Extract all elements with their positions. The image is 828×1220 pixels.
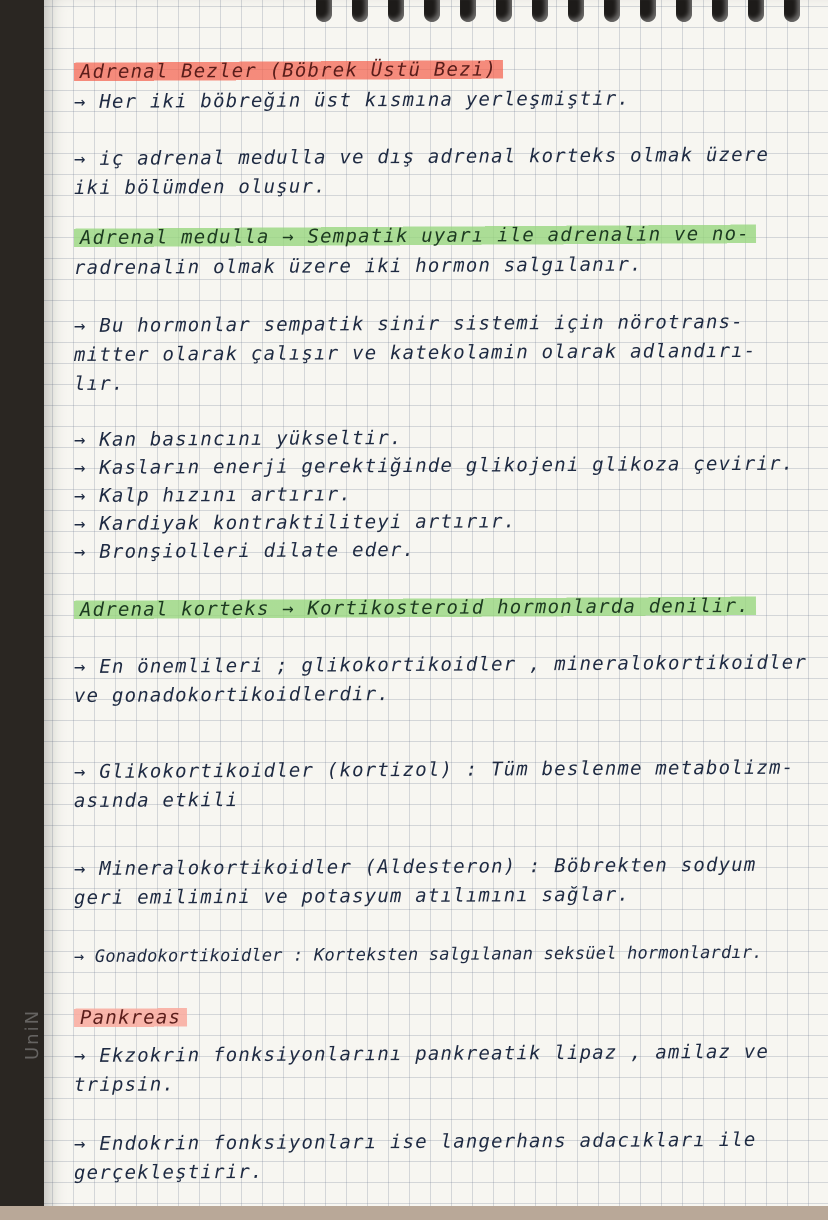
note-line: iki bölümden oluşur. <box>73 175 327 199</box>
note-line: → Gonadokortikoidler : Korteksten salgılanan seksüel hormonlardır. <box>73 942 763 967</box>
note-line: tripsin. <box>73 1073 176 1096</box>
note-line: → Glikokortikoidler (kortizol) : Tüm beslenme metabolizm- <box>73 756 795 783</box>
note-line: radrenalin olmak üzere iki hormon salgılanır. <box>73 253 643 279</box>
watermark: UniN <box>22 1008 43 1060</box>
heading-adrenal-korteks: Adrenal korteks → Kortikosteroid hormonlarda denilir. <box>74 594 756 622</box>
note-line: → iç adrenal medulla ve dış adrenal korteks olmak üzere <box>73 143 770 170</box>
note-line: → Endokrin fonksiyonları ise langerhans adacıkları ile <box>73 1128 757 1155</box>
note-line: mitter olarak çalışır ve katekolamin olarak adlandırı- <box>73 339 757 366</box>
note-line: lır. <box>73 372 125 395</box>
note-line: → Kalp hızını artırır. <box>73 483 353 507</box>
spiral-binding <box>0 0 828 30</box>
note-line: → Mineralokortikoidler (Aldesteron) : Böbrekten sodyum <box>73 853 757 880</box>
heading-pankreas: Pankreas <box>74 1005 187 1030</box>
note-line: → Ekzokrin fonksiyonlarını pankreatik lipaz , amilaz ve <box>73 1040 770 1067</box>
heading-adrenal-medulla: Adrenal medulla → Sempatik uyarı ile adrenalin ve no- <box>74 222 756 250</box>
heading-adrenal-bezler: Adrenal Bezler (Böbrek Üstü Bezi) <box>74 57 503 84</box>
note-line: gerçekleştirir. <box>73 1160 264 1184</box>
note-line: → Kasların enerji gerektiğinde glikojeni glikoza çevirir. <box>73 452 795 479</box>
note-line: asında etkili <box>73 788 239 812</box>
note-line: → Kardiyak kontraktiliteyi artırır. <box>73 510 517 535</box>
note-line: → Her iki böbreğin üst kısmına yerleşmiştir. <box>73 87 631 113</box>
note-line: ve gonadokortikoidlerdir. <box>73 683 391 707</box>
note-line: geri emilimini ve potasyum atılımını sağlar. <box>73 883 631 909</box>
note-line: → Kan basıncını yükseltir. <box>73 426 403 451</box>
note-line: → En önemlileri ; glikokortikoidler , mineralokortikoidler <box>73 651 808 678</box>
note-line: → Bronşiolleri dilate eder. <box>73 538 416 563</box>
page-bottom-edge <box>0 1206 828 1220</box>
note-line: → Bu hormonlar sempatik sinir sistemi için nörotrans- <box>73 310 744 337</box>
